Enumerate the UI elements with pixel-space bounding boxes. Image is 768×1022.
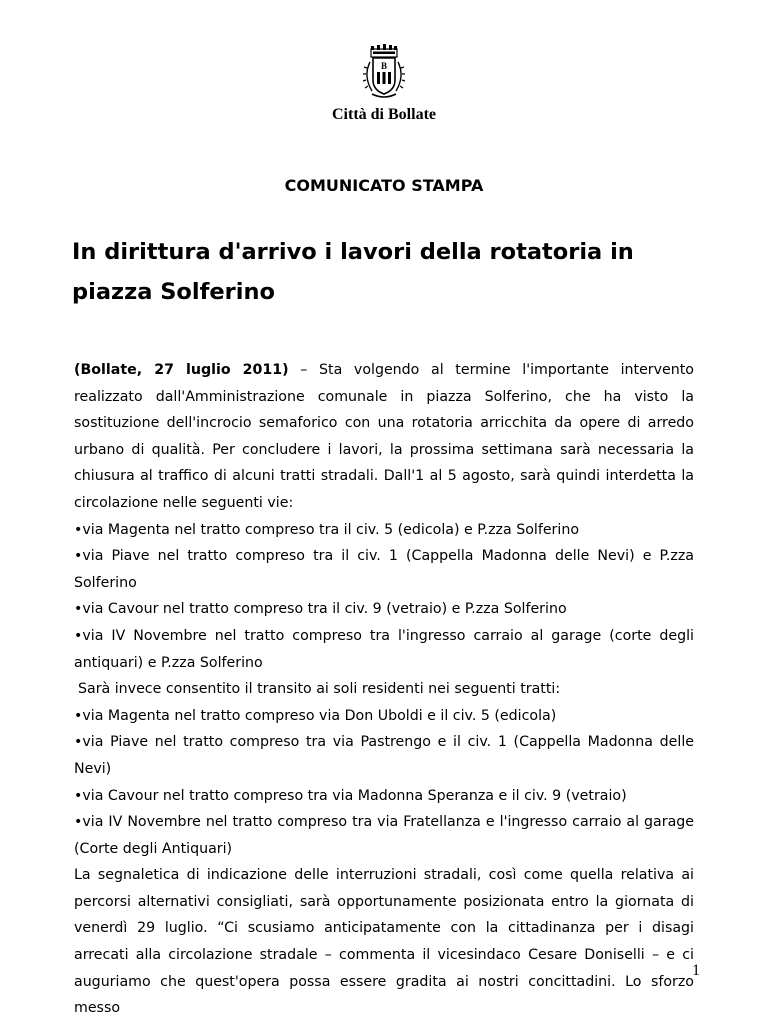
city-name: Città di Bollate (332, 106, 436, 123)
intro-text: – Sta volgendo al termine l'importante intervento realizzato dall'Amministrazione comunale in piazza Solferino, che ha visto la sostituzione dell'incrocio semaforico con una rotatoria arricchita da opere di arredo urbano di qualità. Per concludere i lavori, la prossima settimana sarà necessaria la chiusura al traffico di alcuni tratti stradali. Dall'1 al 5 agosto, sarà quindi interdetta la circolazione nelle seguenti vie: (74, 362, 694, 511)
logo-letter: B (380, 61, 388, 71)
resident-street-item: •via IV Novembre nel tratto compreso tra via Fratellanza e l'ingresso carraio al garage (Corte degli Antiquari) (74, 814, 694, 857)
resident-street-item: •via Magenta nel tratto compreso via Don Uboldi e il civ. 5 (edicola) (74, 707, 557, 724)
resident-street-item: •via Piave nel tratto compreso tra via Pastrengo e il civ. 1 (Cappella Madonna delle Nevi) (74, 734, 694, 777)
press-release-title: In dirittura d'arrivo i lavori della rotatoria in piazza Solferino (72, 239, 634, 305)
page-number: 1 (692, 962, 700, 979)
residents-intro: Sarà invece consentito il transito ai soli residenti nei seguenti tratti: (78, 681, 561, 698)
closed-street-item: •via Piave nel tratto compreso tra il civ. 1 (Cappella Madonna delle Nevi) e P.zza Solferino (74, 548, 694, 591)
city-coat-of-arms-logo (358, 44, 410, 100)
dateline: (Bollate, 27 luglio 2011) (74, 362, 289, 378)
closing-paragraph: La segnaletica di indicazione delle interruzioni stradali, così come quella relativa ai percorsi alternativi consigliati, sarà opportunamente posizionata entro la giornata di venerdì 29 luglio. “Ci scusiamo anticipatamente con la cittadinanza per i disagi arrecati alla circolazione stradale – commenta il vicesindaco Cesare Doniselli – e ci auguriamo che quest'opera possa essere gradita ai nostri concittadini. Lo sforzo messo (74, 867, 694, 1017)
resident-street-item: •via Cavour nel tratto compreso tra via Madonna Speranza e il civ. 9 (vetraio) (74, 787, 627, 804)
press-release-body (74, 357, 694, 1022)
closed-street-item: •via Magenta nel tratto compreso tra il civ. 5 (edicola) e P.zza Solferino (74, 521, 579, 538)
document-type-heading: COMUNICATO STAMPA (284, 176, 484, 195)
closed-street-item: •via IV Novembre nel tratto compreso tra l'ingresso carraio al garage (corte degli antiquari) e P.zza Solferino (74, 627, 694, 671)
intro-paragraph (74, 357, 694, 517)
closed-street-item: •via Cavour nel tratto compreso tra il civ. 9 (vetraio) e P.zza Solferino (74, 601, 567, 618)
